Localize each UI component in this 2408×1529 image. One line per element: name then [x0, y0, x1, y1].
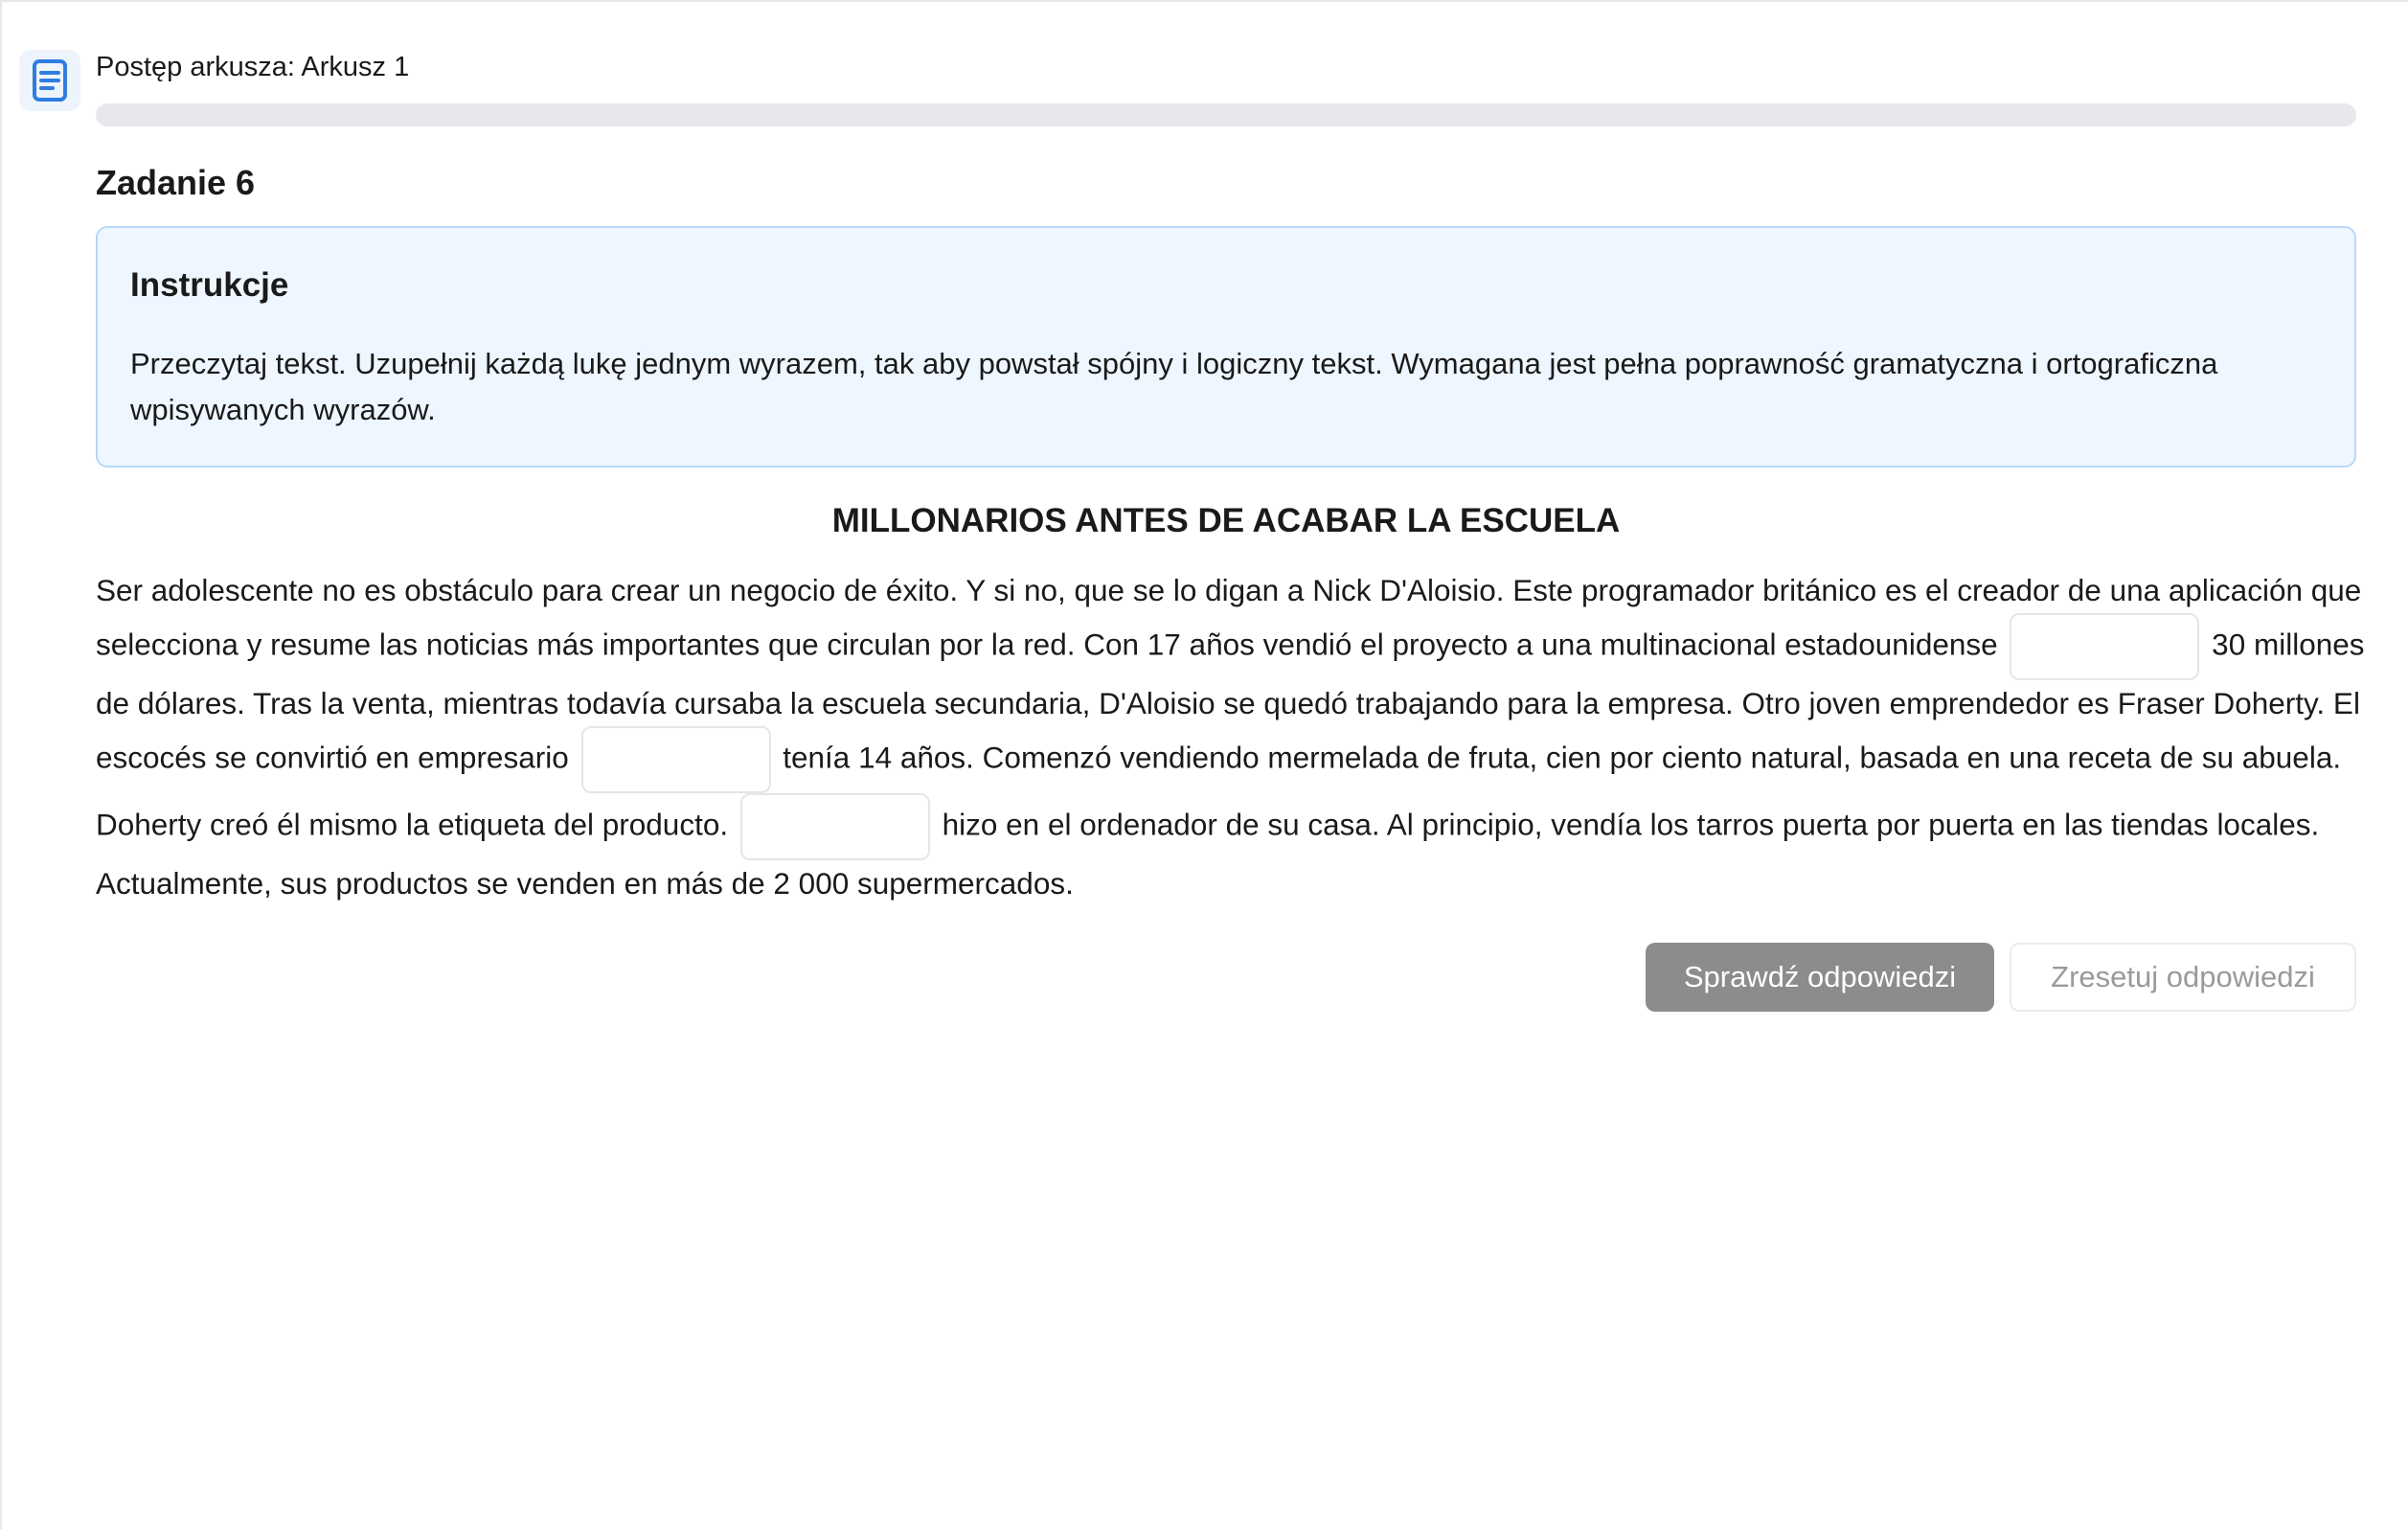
gap-input-2[interactable] [581, 726, 771, 793]
document-icon [32, 58, 68, 103]
passage-segment-1: Ser adolescente no es obstáculo para crear un negocio de éxito. Y si no, que se lo digan a Nick D'Aloisio. Este programador británico es el creador de una aplicación que selecciona y resume las noticias más importantes que circulan por la red. Con 17 años vendió el proyecto a una multinacional estadounidense [96, 573, 2362, 662]
passage-text [96, 567, 2375, 906]
task-title: Zadanie 6 [96, 163, 256, 202]
gap-input-3[interactable] [740, 793, 930, 860]
instructions-body: Przeczytaj tekst. Uzupełnij każdą lukę jednym wyrazem, tak aby powstał spójny i logiczny tekst. Wymagana jest pełna poprawność gramatyczna i ortograficzna wpisywanych wyrazów. [130, 347, 2218, 426]
passage-segment-3: tenía 14 años. Comenzó vendiendo mermelada de fruta, cien por ciento natural, basada en una receta de su abuela. Doherty creó él mismo la etiqueta del producto. [96, 740, 2342, 842]
check-answers-button[interactable]: Sprawdź odpowiedzi [1646, 943, 1994, 1012]
progress-label: Postęp arkusza: Arkusz 1 [96, 52, 410, 82]
progress-bar [96, 103, 2356, 126]
passage-segment-4: hizo en el ordenador de su casa. Al principio, vendía los tarros puerta por puerta en las tiendas locales. Actualmente, sus productos se venden en más de 2 000 supermercados. [96, 807, 2320, 901]
instructions-box [96, 226, 2356, 468]
gap-input-1[interactable] [2010, 613, 2199, 680]
reset-answers-button[interactable]: Zresetuj odpowiedzi [2010, 943, 2356, 1012]
passage-segment-2: 30 millones de dólares. Tras la venta, mientras todavía cursaba la escuela secundaria, D'Aloisio se quedó trabajando para la empresa. Otro joven emprendedor es Fraser Doherty. El escocés se convirtió en empresario [96, 627, 2365, 775]
sheet-document-icon [19, 50, 80, 111]
passage-title: MILLONARIOS ANTES DE ACABAR LA ESCUELA [831, 502, 1621, 539]
instructions-heading: Instrukcje [130, 266, 289, 304]
